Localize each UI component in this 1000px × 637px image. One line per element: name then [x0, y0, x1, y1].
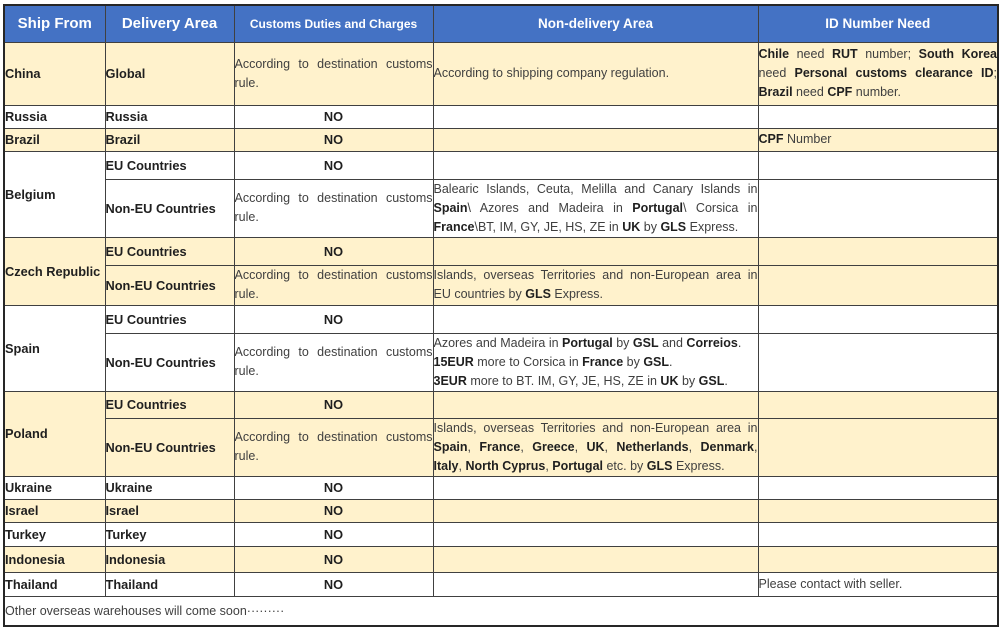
- id-number-need-cell: [758, 237, 998, 265]
- rich-text-line: According to destination customs rule.: [234, 191, 433, 224]
- customs-duties-cell: NO: [234, 546, 433, 572]
- non-delivery-area-cell: [433, 179, 758, 237]
- ship-from-cell: Czech Republic: [4, 237, 105, 305]
- customs-duties-cell: [234, 179, 433, 237]
- ship-from-cell: Belgium: [4, 151, 105, 237]
- ship-from-cell: China: [4, 42, 105, 105]
- customs-duties-cell: [234, 333, 433, 391]
- delivery-area-cell: Non-EU Countries: [105, 333, 234, 391]
- rich-text-line: According to destination customs rule.: [234, 268, 433, 301]
- ship-from-cell: Russia: [4, 105, 105, 128]
- table-row: [4, 128, 998, 151]
- id-number-need-cell: [758, 476, 998, 499]
- customs-duties-cell: NO: [234, 391, 433, 418]
- table-row: [4, 572, 998, 596]
- customs-duties-cell: NO: [234, 237, 433, 265]
- non-delivery-area-cell: [433, 418, 758, 476]
- table-row: [4, 546, 998, 572]
- delivery-area-cell: EU Countries: [105, 151, 234, 179]
- non-delivery-area-cell: [433, 476, 758, 499]
- customs-duties-cell: NO: [234, 522, 433, 546]
- delivery-area-cell: Non-EU Countries: [105, 179, 234, 237]
- delivery-area-cell: Israel: [105, 499, 234, 522]
- non-delivery-area-cell: [433, 237, 758, 265]
- column-header-ship-from: Ship From: [4, 5, 105, 42]
- ship-from-cell: Brazil: [4, 128, 105, 151]
- rich-text-line: CPF Number: [758, 132, 832, 146]
- non-delivery-area-cell: [433, 522, 758, 546]
- table-row: [4, 237, 998, 265]
- footer-row: [4, 596, 998, 626]
- customs-duties-cell: NO: [234, 151, 433, 179]
- non-delivery-area-cell: [433, 305, 758, 333]
- non-delivery-area-cell: [433, 546, 758, 572]
- rich-text-line: According to destination customs rule.: [234, 345, 433, 378]
- rich-text-line: Chile need RUT number; South Korea need Personal customs clearance ID; Brazil need CPF number.: [758, 47, 998, 99]
- table-row: [4, 522, 998, 546]
- shipping-info-table: [3, 4, 999, 627]
- customs-duties-cell: NO: [234, 105, 433, 128]
- ship-from-cell: Thailand: [4, 572, 105, 596]
- table-body: [4, 42, 998, 596]
- rich-text-line: According to destination customs rule.: [234, 430, 433, 463]
- id-number-need-cell: [758, 546, 998, 572]
- non-delivery-area-cell: [433, 128, 758, 151]
- rich-text-line: According to destination customs rule.: [234, 56, 433, 90]
- non-delivery-area-cell: [433, 333, 758, 391]
- table-row: [4, 179, 998, 237]
- id-number-need-cell: [758, 151, 998, 179]
- id-number-need-cell: [758, 418, 998, 476]
- delivery-area-cell: Ukraine: [105, 476, 234, 499]
- non-delivery-area-cell: [433, 499, 758, 522]
- customs-duties-cell: NO: [234, 305, 433, 333]
- customs-duties-cell: [234, 42, 433, 105]
- non-delivery-area-cell: [433, 391, 758, 418]
- delivery-area-cell: EU Countries: [105, 391, 234, 418]
- delivery-area-cell: Global: [105, 42, 234, 105]
- table-row: [4, 391, 998, 418]
- id-number-need-cell: [758, 305, 998, 333]
- table-row: [4, 151, 998, 179]
- table-row: [4, 333, 998, 391]
- customs-duties-cell: NO: [234, 476, 433, 499]
- customs-duties-cell: NO: [234, 499, 433, 522]
- customs-duties-cell: NO: [234, 572, 433, 596]
- id-number-need-cell: [758, 42, 998, 105]
- delivery-area-cell: Non-EU Countries: [105, 265, 234, 305]
- rich-text-line: Balearic Islands, Ceuta, Melilla and Canary Islands in Spain\ Azores and Madeira in Portugal\ Corsica in France\BT, IM, GY, JE, HS, ZE in UK by GLS Express.: [433, 181, 758, 234]
- ship-from-cell: Turkey: [4, 522, 105, 546]
- delivery-area-cell: EU Countries: [105, 237, 234, 265]
- delivery-area-cell: Russia: [105, 105, 234, 128]
- table-row: [4, 499, 998, 522]
- rich-text-line: 3EUR more to BT. IM, GY, JE, HS, ZE in UK by GSL.: [433, 373, 728, 388]
- column-header-customs-duties: Customs Duties and Charges: [234, 5, 433, 42]
- rich-text-line: According to shipping company regulation.: [433, 66, 670, 80]
- rich-text-line: Please contact with seller.: [758, 576, 903, 591]
- column-header-id-number-need: ID Number Need: [758, 5, 998, 42]
- id-number-need-cell: [758, 391, 998, 418]
- id-number-need-cell: [758, 265, 998, 305]
- ship-from-cell: Poland: [4, 391, 105, 476]
- footer-note: Other overseas warehouses will come soon·········: [4, 596, 998, 626]
- rich-text-line: Islands, overseas Territories and non-European area in EU countries by GLS Express.: [433, 268, 758, 301]
- customs-duties-cell: NO: [234, 128, 433, 151]
- table-row: [4, 42, 998, 105]
- ship-from-cell: Spain: [4, 305, 105, 391]
- non-delivery-area-cell: [433, 265, 758, 305]
- delivery-area-cell: Indonesia: [105, 546, 234, 572]
- ship-from-cell: Israel: [4, 499, 105, 522]
- rich-text-line: Islands, overseas Territories and non-European area in Spain, France, Greece, UK, Netherlands, Denmark, Italy, North Cyprus, Portugal etc. by GLS Express.: [433, 420, 758, 473]
- table-row: [4, 476, 998, 499]
- delivery-area-cell: Brazil: [105, 128, 234, 151]
- id-number-need-cell: [758, 333, 998, 391]
- id-number-need-cell: [758, 128, 998, 151]
- non-delivery-area-cell: [433, 42, 758, 105]
- column-header-delivery-area: Delivery Area: [105, 5, 234, 42]
- table-row: [4, 105, 998, 128]
- non-delivery-area-cell: [433, 105, 758, 128]
- table-row: [4, 265, 998, 305]
- column-header-non-delivery-area: Non-delivery Area: [433, 5, 758, 42]
- rich-text-line: Azores and Madeira in Portugal by GSL and Correios.: [433, 335, 742, 350]
- id-number-need-cell: [758, 522, 998, 546]
- non-delivery-area-cell: [433, 572, 758, 596]
- table-row: [4, 418, 998, 476]
- delivery-area-cell: Turkey: [105, 522, 234, 546]
- id-number-need-cell: [758, 499, 998, 522]
- table-header-row: [4, 5, 998, 42]
- id-number-need-cell: [758, 179, 998, 237]
- id-number-need-cell: [758, 572, 998, 596]
- ship-from-cell: Ukraine: [4, 476, 105, 499]
- customs-duties-cell: [234, 265, 433, 305]
- rich-text-line: 15EUR more to Corsica in France by GSL.: [433, 354, 673, 369]
- ship-from-cell: Indonesia: [4, 546, 105, 572]
- non-delivery-area-cell: [433, 151, 758, 179]
- delivery-area-cell: EU Countries: [105, 305, 234, 333]
- id-number-need-cell: [758, 105, 998, 128]
- delivery-area-cell: Thailand: [105, 572, 234, 596]
- delivery-area-cell: Non-EU Countries: [105, 418, 234, 476]
- table-row: [4, 305, 998, 333]
- customs-duties-cell: [234, 418, 433, 476]
